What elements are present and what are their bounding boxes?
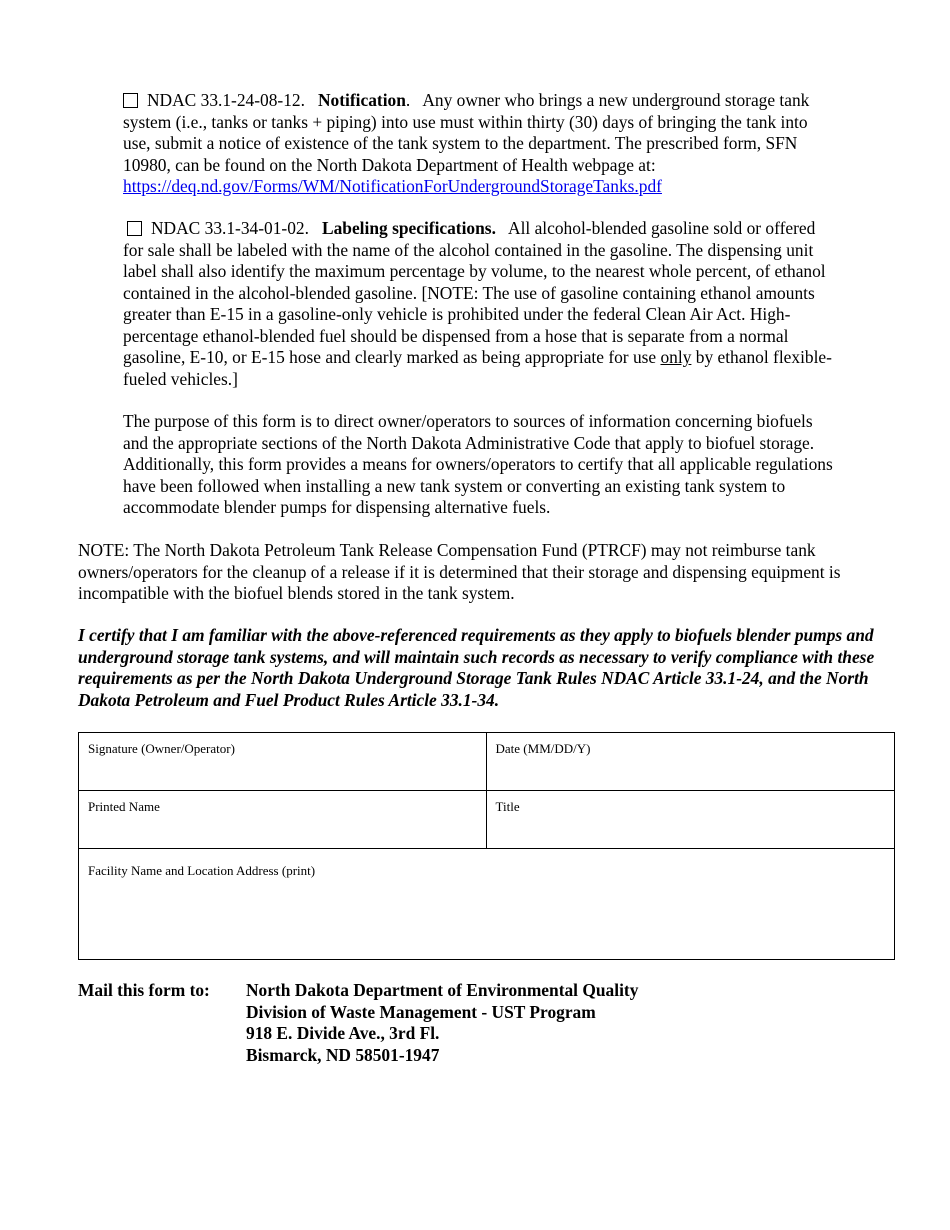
notification-item	[123, 90, 835, 198]
labeling-underlined: only	[660, 347, 692, 367]
printed-name-label: Printed Name	[88, 799, 160, 814]
signature-label: Signature (Owner/Operator)	[88, 741, 235, 756]
title-field[interactable]	[486, 791, 894, 849]
date-value[interactable]	[496, 757, 885, 775]
date-label: Date (MM/DD/Y)	[495, 741, 591, 756]
notification-checkbox[interactable]	[123, 93, 138, 108]
mail-address-line: 918 E. Divide Ave., 3rd Fl.	[246, 1023, 440, 1044]
notification-text: Any owner who brings a new underground storage tank system (i.e., tanks or tanks + piping) into use must within thirty (30) days of bringing the tank into use, submit a notice of existence of the tank system to the department. The prescribed form, SFN 10980, can be found on the North Dakota Department of Health webpage at:	[123, 90, 810, 175]
notification-title-suffix: .	[405, 90, 411, 110]
date-field[interactable]	[486, 733, 894, 791]
labeling-title: Labeling specifications.	[322, 218, 496, 238]
mail-address-line: North Dakota Department of Environmental Quality	[246, 980, 639, 1000]
labeling-text: All alcohol-blended gasoline sold or offered for sale shall be labeled with the name of the alcohol contained in the gasoline. The dispensing unit label shall also identify the maximum percentage by volume, to the nearest whole percent, of ethanol contained in the alcohol-blended gasoline. [NOTE: The use of gasoline containing ethanol amounts greater than E-15 in a gasoline-only vehicle is prohibited under the federal Clean Air Act. High-percentage ethanol-blended fuel should be dispensed from a hose that is separate from a normal gasoline, E-10, or E-15 hose and clearly marked as being appropriate for use	[123, 218, 826, 367]
facility-value[interactable]	[88, 879, 885, 897]
printed-name-field[interactable]	[79, 791, 487, 849]
purpose-paragraph: The purpose of this form is to direct owner/operators to sources of information concerning biofuels and the appropriate sections of the North Dakota Administrative Code that apply to biofuel storage. Additionally, this form provides a means for owners/operators to certify that all applicable regulations have been followed when installing a new tank system or converting an existing tank system to accommodate blender pumps for dispensing alternative fuels.	[123, 411, 833, 517]
notification-title: Notification	[318, 90, 406, 110]
ptrcf-note: NOTE: The North Dakota Petroleum Tank Release Compensation Fund (PTRCF) may not reimburse tank owners/operators for the cleanup of a release if it is determined that their storage and dispensing equipment is incompatible with the biofuel blends stored in the tank system.	[78, 540, 841, 603]
signature-value[interactable]	[88, 757, 477, 775]
notification-code: NDAC 33.1-24-08-12.	[147, 90, 305, 110]
mail-address	[246, 980, 638, 1067]
certification-form-table	[78, 732, 895, 960]
labeling-item	[123, 218, 835, 390]
mail-address-line: Division of Waste Management - UST Program	[246, 1001, 596, 1022]
title-value[interactable]	[496, 815, 885, 833]
title-label: Title	[495, 799, 520, 814]
labeling-text-end: by ethanol flexible-fueled vehicles.]	[123, 347, 832, 389]
notification-form-link[interactable]: https://deq.nd.gov/Forms/WM/NotificationForUndergroundStorageTanks.pdf	[123, 176, 662, 196]
facility-label: Facility Name and Location Address (print)	[88, 863, 316, 878]
signature-field[interactable]	[79, 733, 487, 791]
labeling-checkbox[interactable]	[127, 221, 142, 236]
facility-field[interactable]	[79, 849, 895, 960]
mail-label: Mail this form to:	[78, 980, 210, 1000]
printed-name-value[interactable]	[88, 815, 477, 833]
labeling-code: NDAC 33.1-34-01-02.	[151, 218, 309, 238]
certification-statement: I certify that I am familiar with the above-referenced requirements as they apply to biofuels blender pumps and underground storage tank systems, and will maintain such records as necessary to verify compliance with these requirements as per the North Dakota Underground Storage Tank Rules NDAC Article 33.1-24, and the North Dakota Petroleum and Fuel Product Rules Article 33.1-34.	[78, 625, 875, 710]
mail-address-line: Bismarck, ND 58501-1947	[246, 1045, 440, 1066]
